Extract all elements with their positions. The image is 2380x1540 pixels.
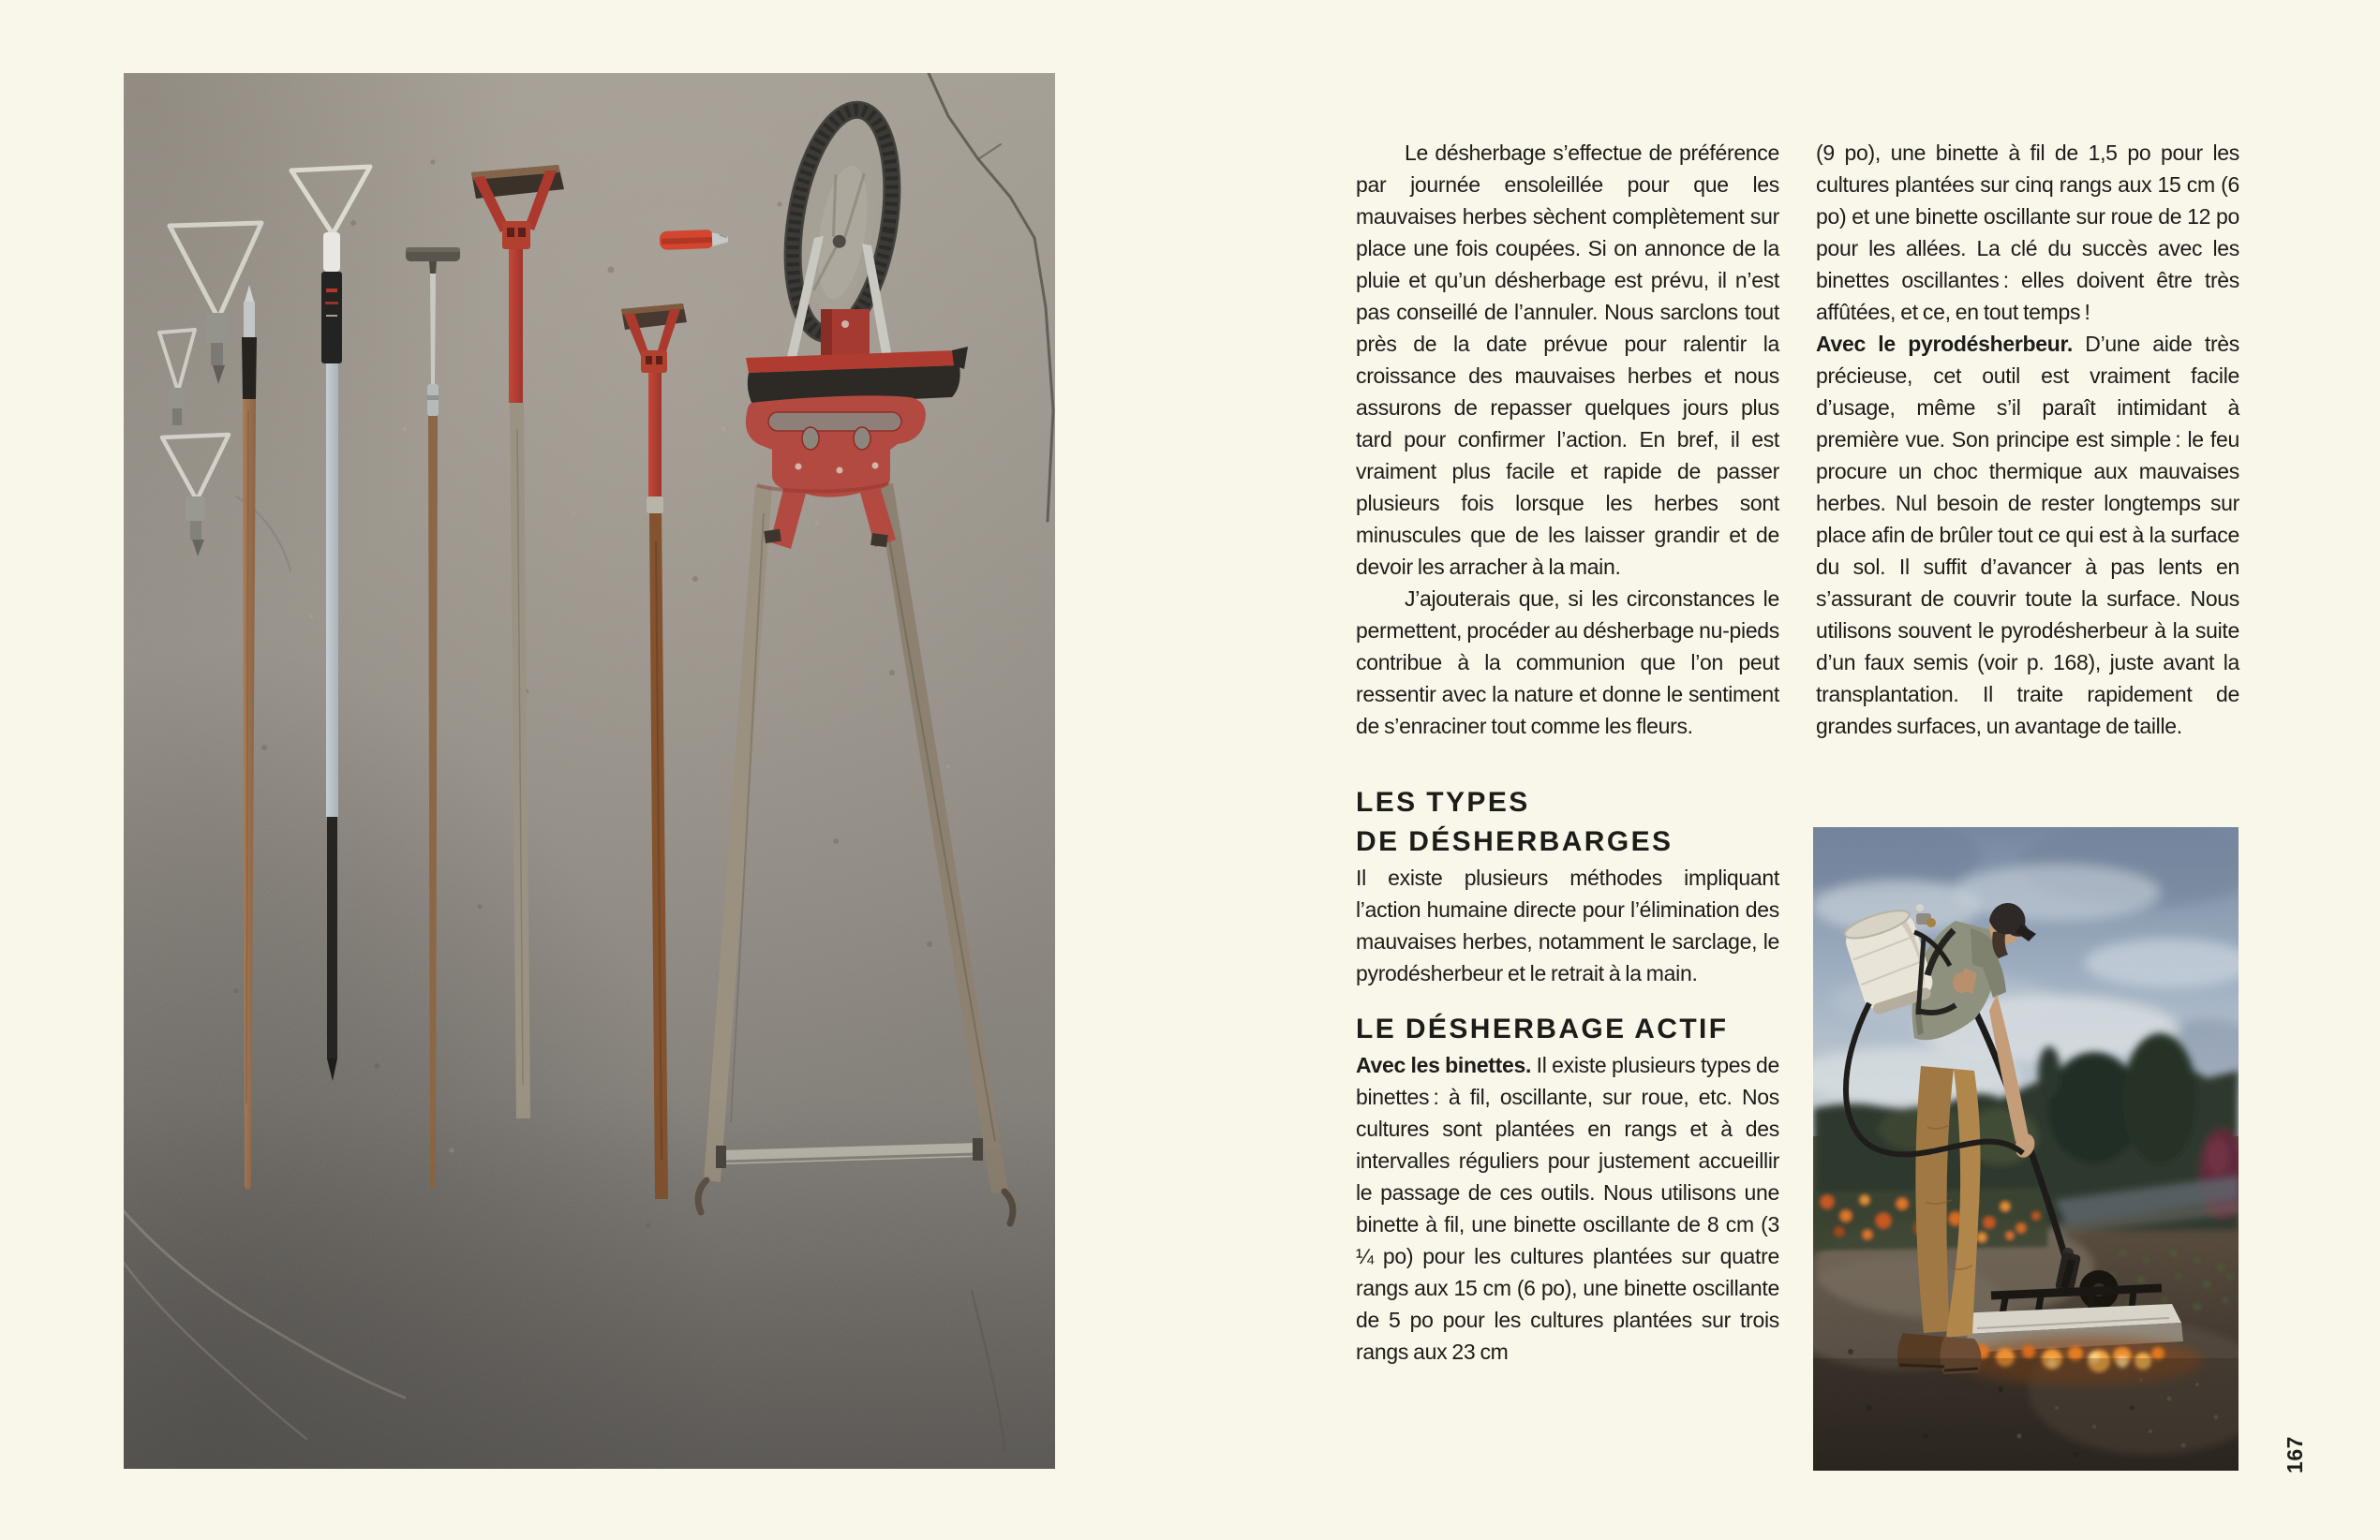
tools-photo [124, 73, 1055, 1469]
flame-weeder-illustration [1813, 827, 2239, 1471]
tools-photo-illustration [124, 73, 1055, 1469]
section-heading-desherbage-actif: LE DÉSHERBAGE ACTIF [1356, 1014, 1729, 1044]
paragraph: Il existe plusieurs méthodes impliquant l’action humaine directe pour l’élimination des mauvaises herbes, notamment le sarclage, le pyrodésherbeur et le retrait à la main. [1356, 866, 1779, 985]
paragraph: Avec les binettes. Il existe plusieurs types de binettes : à fil, oscillante, sur roue, etc. Nos cultures sont plantées en rangs et à des intervalles réguliers pour justement accueillir le passage de ces outils. Nous utilisons une binette à fil, une binette oscillante de 8 cm (3 ¼ po) pour les cultures plantées sur quatre rangs aux 15 cm (6 po), une binette oscillante de 5 po pour les cultures plantées sur trois rangs aux 23 cm [1356, 1053, 1779, 1364]
run-in-heading: Avec les binettes. [1356, 1053, 1532, 1077]
flame-weeder-photo [1813, 827, 2239, 1471]
paragraph: (9 po), une binette à fil de 1,5 po pour les cultures plantées sur cinq rangs aux 15 cm (6 po) et une binette oscillante sur roue de 12 po pour les allées. La clé du succès avec les binettes oscillantes : elles doivent être très affûtées, et ce, en tout temps ! [1816, 141, 2239, 324]
run-in-heading: Avec le pyrodésherbeur. [1816, 332, 2073, 356]
text-column-1 [1356, 137, 1779, 1368]
section-heading-types: LES TYPES DE DÉSHERBARGES [1356, 787, 1673, 857]
paragraph: Avec le pyrodésherbeur. D’une aide très précieuse, cet outil est vraiment facile d’usage, même s’il paraît intimidant à première vue. Son principe est simple : le feu procure un choc thermique aux mauvaises herbes. Nul besoin de rester longtemps sur place afin de brûler tout ce qui est à la surface du sol. Il suffit d’avancer à pas lents en s’assurant de couvrir toute la surface. Nous utilisons souvent le pyrodésherbeur à la suite d’un faux semis (voir p. 168), juste avant la transplantation. Il traite rapidement de grandes surfaces, un avantage de taille. [1816, 332, 2239, 738]
text-column-2 [1816, 137, 2239, 742]
paragraph: J’ajouterais que, si les circonstances le permettent, procéder au désherbage nu-pieds contribue à la communion que l’on peut ressentir avec la nature et donne le sentiment de s’enraciner tout comme les fleurs. [1356, 586, 1779, 738]
paragraph: Le désherbage s’effectue de préférence par journée ensoleillée pour que les mauvaises herbes sèchent complètement sur place une fois coupées. Si on annonce de la pluie et qu’un désherbage est prévu, il n’est pas conseillé de l’annuler. Nous sarclons tout près de la date prévue pour ralentir la croissance des mauvaises herbes et nous assurons de repasser quelques jours plus tard pour confirmer l’action. En bref, il est vraiment plus facile et rapide de passer plusieurs fois lorsque les herbes sont minuscules que de les laisser grandir et de devoir les arracher à la main. [1356, 141, 1779, 579]
page-number: 167 [2282, 1436, 2307, 1473]
